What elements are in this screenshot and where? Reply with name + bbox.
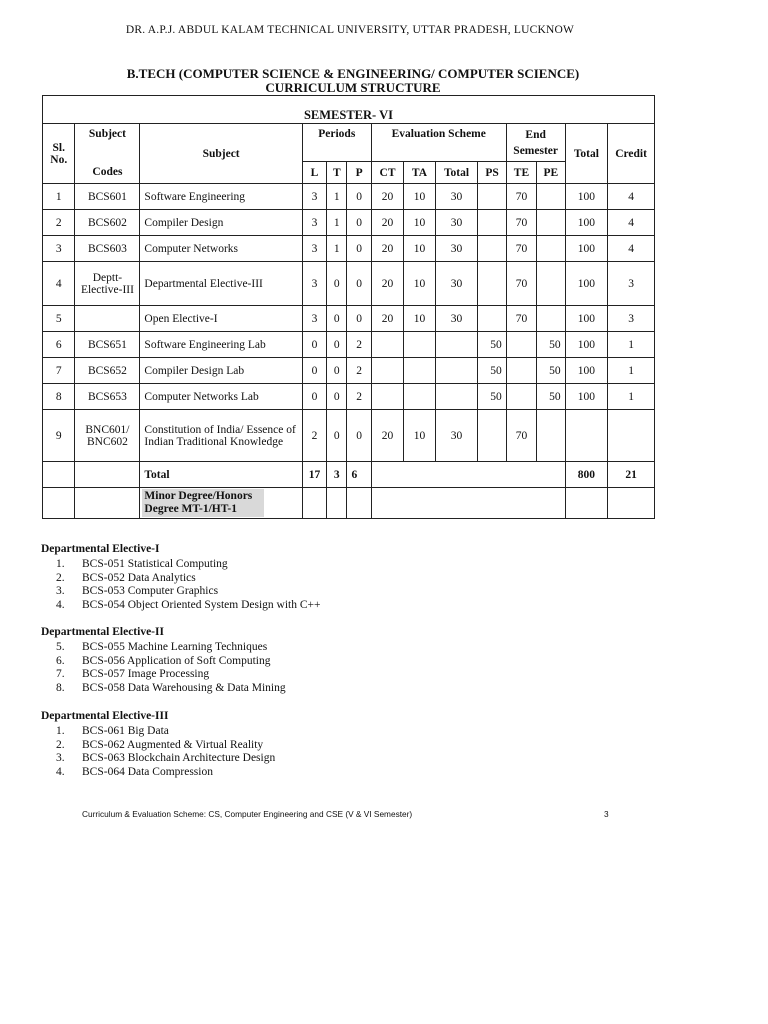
cell-sl: 4 (43, 262, 75, 306)
total-label: Total (140, 462, 302, 488)
cell-total: 100 (565, 384, 608, 410)
cell-l: 3 (302, 306, 326, 332)
cell-ct: 20 (371, 210, 403, 236)
page-number: 3 (604, 809, 609, 819)
cell-p: 0 (347, 184, 371, 210)
col-header-evaluation-scheme: Evaluation Scheme (371, 124, 506, 162)
cell-ta: 10 (404, 410, 435, 462)
cell-ta (404, 384, 435, 410)
cell-t: 0 (327, 332, 347, 358)
cell-ct: 20 (371, 262, 403, 306)
cell-credit: 4 (608, 184, 655, 210)
cell-sl: 9 (43, 410, 75, 462)
cell-eval-total: 30 (435, 210, 478, 236)
cell-total: 100 (565, 236, 608, 262)
list-item: 3. BCS-063 Blockchain Architecture Design (56, 752, 276, 765)
cell-ta: 10 (404, 236, 435, 262)
cell-ps (478, 236, 506, 262)
cell-t: 1 (327, 184, 347, 210)
cell-ps: 50 (478, 384, 506, 410)
cell-subject: Departmental Elective-III (140, 262, 302, 306)
cell-te: 70 (506, 184, 536, 210)
cell-t: 1 (327, 210, 347, 236)
cell-pe (537, 306, 565, 332)
cell-code: BNC601/ BNC602 (75, 410, 140, 462)
cell-ps (478, 210, 506, 236)
cell-l: 0 (302, 384, 326, 410)
elective-list-3 (40, 725, 275, 779)
cell-ta: 10 (404, 306, 435, 332)
col-header-end-semester: End Semester (506, 124, 565, 162)
subheader-ps: PS (478, 162, 506, 184)
cell-subject: Software Engineering (140, 184, 302, 210)
cell-t: 0 (327, 262, 347, 306)
cell-ps (478, 262, 506, 306)
list-item: 1. BCS-061 Big Data (56, 725, 169, 737)
cell-credit: 1 (608, 332, 655, 358)
table-row (43, 358, 655, 384)
minor-degree-label: Minor Degree/Honors Degree MT-1/HT-1 (142, 489, 264, 517)
cell-p: 2 (347, 384, 371, 410)
subheader-t: T (327, 162, 347, 184)
subheader-ta: TA (404, 162, 435, 184)
cell-credit: 4 (608, 236, 655, 262)
cell-code: Deptt-Elective-III (75, 262, 140, 306)
cell-ta (404, 332, 435, 358)
cell-subject: Computer Networks (140, 236, 302, 262)
col-header-credit: Credit (608, 124, 655, 184)
cell-t: 1 (327, 236, 347, 262)
subheader-l: L (302, 162, 326, 184)
cell-t: 0 (327, 358, 347, 384)
cell-sl: 2 (43, 210, 75, 236)
cell-p: 0 (347, 262, 371, 306)
cell-p: 2 (347, 358, 371, 384)
cell-te (506, 358, 536, 384)
cell-eval-total: 30 (435, 410, 478, 462)
cell-eval-total: 30 (435, 184, 478, 210)
cell-eval-total: 30 (435, 236, 478, 262)
cell-ps: 50 (478, 332, 506, 358)
cell-l: 0 (302, 332, 326, 358)
subheader-ct: CT (371, 162, 403, 184)
cell-credit: 4 (608, 210, 655, 236)
elective-heading-3: Departmental Elective-III (41, 710, 169, 722)
table-row (43, 384, 655, 410)
table-row (43, 210, 655, 236)
cell-p: 2 (347, 332, 371, 358)
cell-sl: 1 (43, 184, 75, 210)
col-header-subject-codes-top: Subject (75, 124, 140, 162)
elective-list-2 (40, 641, 286, 695)
list-item: 3. BCS-053 Computer Graphics (56, 585, 219, 598)
cell-eval-total (435, 358, 478, 384)
cell-l: 3 (302, 262, 326, 306)
cell-eval-total (435, 332, 478, 358)
cell-t: 0 (327, 410, 347, 462)
list-item: 7. BCS-057 Image Processing (56, 668, 210, 681)
cell-ct (371, 332, 403, 358)
cell-credit: 3 (608, 306, 655, 332)
cell-sl: 8 (43, 384, 75, 410)
cell-pe (537, 184, 565, 210)
semester-title: SEMESTER- VI (43, 96, 655, 124)
table-row (43, 410, 655, 462)
cell-te: 70 (506, 236, 536, 262)
cell-subject: Constitution of India/ Essence of Indian Traditional Knowledge (140, 410, 302, 462)
cell-sl: 6 (43, 332, 75, 358)
col-header-subject: Subject (140, 124, 302, 184)
cell-credit: 1 (608, 384, 655, 410)
cell-credit (608, 410, 655, 462)
cell-t: 0 (327, 384, 347, 410)
cell-ta: 10 (404, 262, 435, 306)
cell-credit: 1 (608, 358, 655, 384)
cell-pe: 50 (537, 384, 565, 410)
cell-p: 0 (347, 306, 371, 332)
list-item: 6. BCS-056 Application of Soft Computing (56, 654, 271, 667)
table-row (43, 306, 655, 332)
cell-subject: Compiler Design Lab (140, 358, 302, 384)
cell-total: 100 (565, 184, 608, 210)
list-item: 5. BCS-055 Machine Learning Techniques (56, 641, 268, 653)
cell-ta: 10 (404, 210, 435, 236)
cell-code: BCS602 (75, 210, 140, 236)
cell-eval-total (435, 384, 478, 410)
col-header-periods: Periods (302, 124, 371, 162)
cell-ct: 20 (371, 306, 403, 332)
cell-subject: Software Engineering Lab (140, 332, 302, 358)
cell-l: 0 (302, 358, 326, 384)
cell-te: 70 (506, 410, 536, 462)
cell-l: 3 (302, 184, 326, 210)
cell-p: 0 (347, 236, 371, 262)
cell-code: BCS652 (75, 358, 140, 384)
cell-ta (404, 358, 435, 384)
cell-ct: 20 (371, 236, 403, 262)
cell-te (506, 332, 536, 358)
cell-code: BCS653 (75, 384, 140, 410)
cell-credit: 3 (608, 262, 655, 306)
list-item: 8. BCS-058 Data Warehousing & Data Mining (56, 681, 286, 694)
cell-code: BCS601 (75, 184, 140, 210)
total-row (43, 462, 655, 488)
list-item: 2. BCS-062 Augmented & Virtual Reality (56, 738, 264, 751)
subheader-p: P (347, 162, 371, 184)
col-header-subject-codes-bottom: Codes (75, 162, 140, 184)
cell-code: BCS651 (75, 332, 140, 358)
table-row (43, 236, 655, 262)
cell-total: 100 (565, 262, 608, 306)
cell-te: 70 (506, 306, 536, 332)
cell-ct: 20 (371, 184, 403, 210)
cell-ct: 20 (371, 410, 403, 462)
cell-total: 100 (565, 358, 608, 384)
cell-pe (537, 236, 565, 262)
col-header-sl: Sl. No. (43, 124, 75, 184)
cell-code (75, 306, 140, 332)
col-header-total: Total (565, 124, 608, 184)
university-header: DR. A.P.J. ABDUL KALAM TECHNICAL UNIVERSITY, UTTAR PRADESH, LUCKNOW (125, 24, 575, 36)
cell-l: 2 (302, 410, 326, 462)
total-l: 17 (302, 462, 326, 488)
list-item: 4. BCS-054 Object Oriented System Design with C++ (56, 598, 321, 611)
cell-eval-total: 30 (435, 306, 478, 332)
cell-ps (478, 306, 506, 332)
cell-te: 70 (506, 210, 536, 236)
cell-p: 0 (347, 210, 371, 236)
cell-ta: 10 (404, 184, 435, 210)
subheader-pe: PE (537, 162, 565, 184)
curriculum-title: CURRICULUM STRUCTURE (265, 80, 441, 95)
cell-t: 0 (327, 306, 347, 332)
cell-pe: 50 (537, 358, 565, 384)
subheader-te: TE (506, 162, 536, 184)
cell-sl: 3 (43, 236, 75, 262)
cell-te: 70 (506, 262, 536, 306)
curriculum-table (42, 95, 655, 519)
cell-total (565, 410, 608, 462)
list-item: 1. BCS-051 Statistical Computing (56, 558, 228, 570)
cell-p: 0 (347, 410, 371, 462)
cell-total: 100 (565, 332, 608, 358)
total-marks: 800 (565, 462, 608, 488)
cell-subject: Computer Networks Lab (140, 384, 302, 410)
footer-text: Curriculum & Evaluation Scheme: CS, Computer Engineering and CSE (V & VI Semester) (82, 809, 413, 819)
elective-list-1 (40, 558, 321, 612)
cell-pe (537, 210, 565, 236)
cell-pe (537, 262, 565, 306)
cell-ps (478, 410, 506, 462)
cell-te (506, 384, 536, 410)
cell-l: 3 (302, 236, 326, 262)
subheader-eval-total: Total (435, 162, 478, 184)
program-title: B.TECH (COMPUTER SCIENCE & ENGINEERING/ COMPUTER SCIENCE) (126, 66, 580, 81)
cell-eval-total: 30 (435, 262, 478, 306)
cell-l: 3 (302, 210, 326, 236)
table-row (43, 184, 655, 210)
elective-heading-1: Departmental Elective-I (41, 543, 160, 555)
cell-code: BCS603 (75, 236, 140, 262)
total-p: 6 (347, 462, 371, 488)
cell-ps: 50 (478, 358, 506, 384)
cell-total: 100 (565, 306, 608, 332)
cell-sl: 7 (43, 358, 75, 384)
table-row (43, 332, 655, 358)
cell-ps (478, 184, 506, 210)
cell-ct (371, 384, 403, 410)
list-item: 2. BCS-052 Data Analytics (56, 571, 196, 584)
cell-ct (371, 358, 403, 384)
table-row (43, 262, 655, 306)
cell-subject: Compiler Design (140, 210, 302, 236)
cell-sl: 5 (43, 306, 75, 332)
cell-pe: 50 (537, 332, 565, 358)
cell-subject: Open Elective-I (140, 306, 302, 332)
cell-pe (537, 410, 565, 462)
elective-heading-2: Departmental Elective-II (41, 626, 164, 638)
minor-degree-row (43, 488, 655, 519)
total-t: 3 (327, 462, 347, 488)
cell-total: 100 (565, 210, 608, 236)
total-credit: 21 (608, 462, 655, 488)
list-item: 4. BCS-064 Data Compression (56, 765, 213, 778)
